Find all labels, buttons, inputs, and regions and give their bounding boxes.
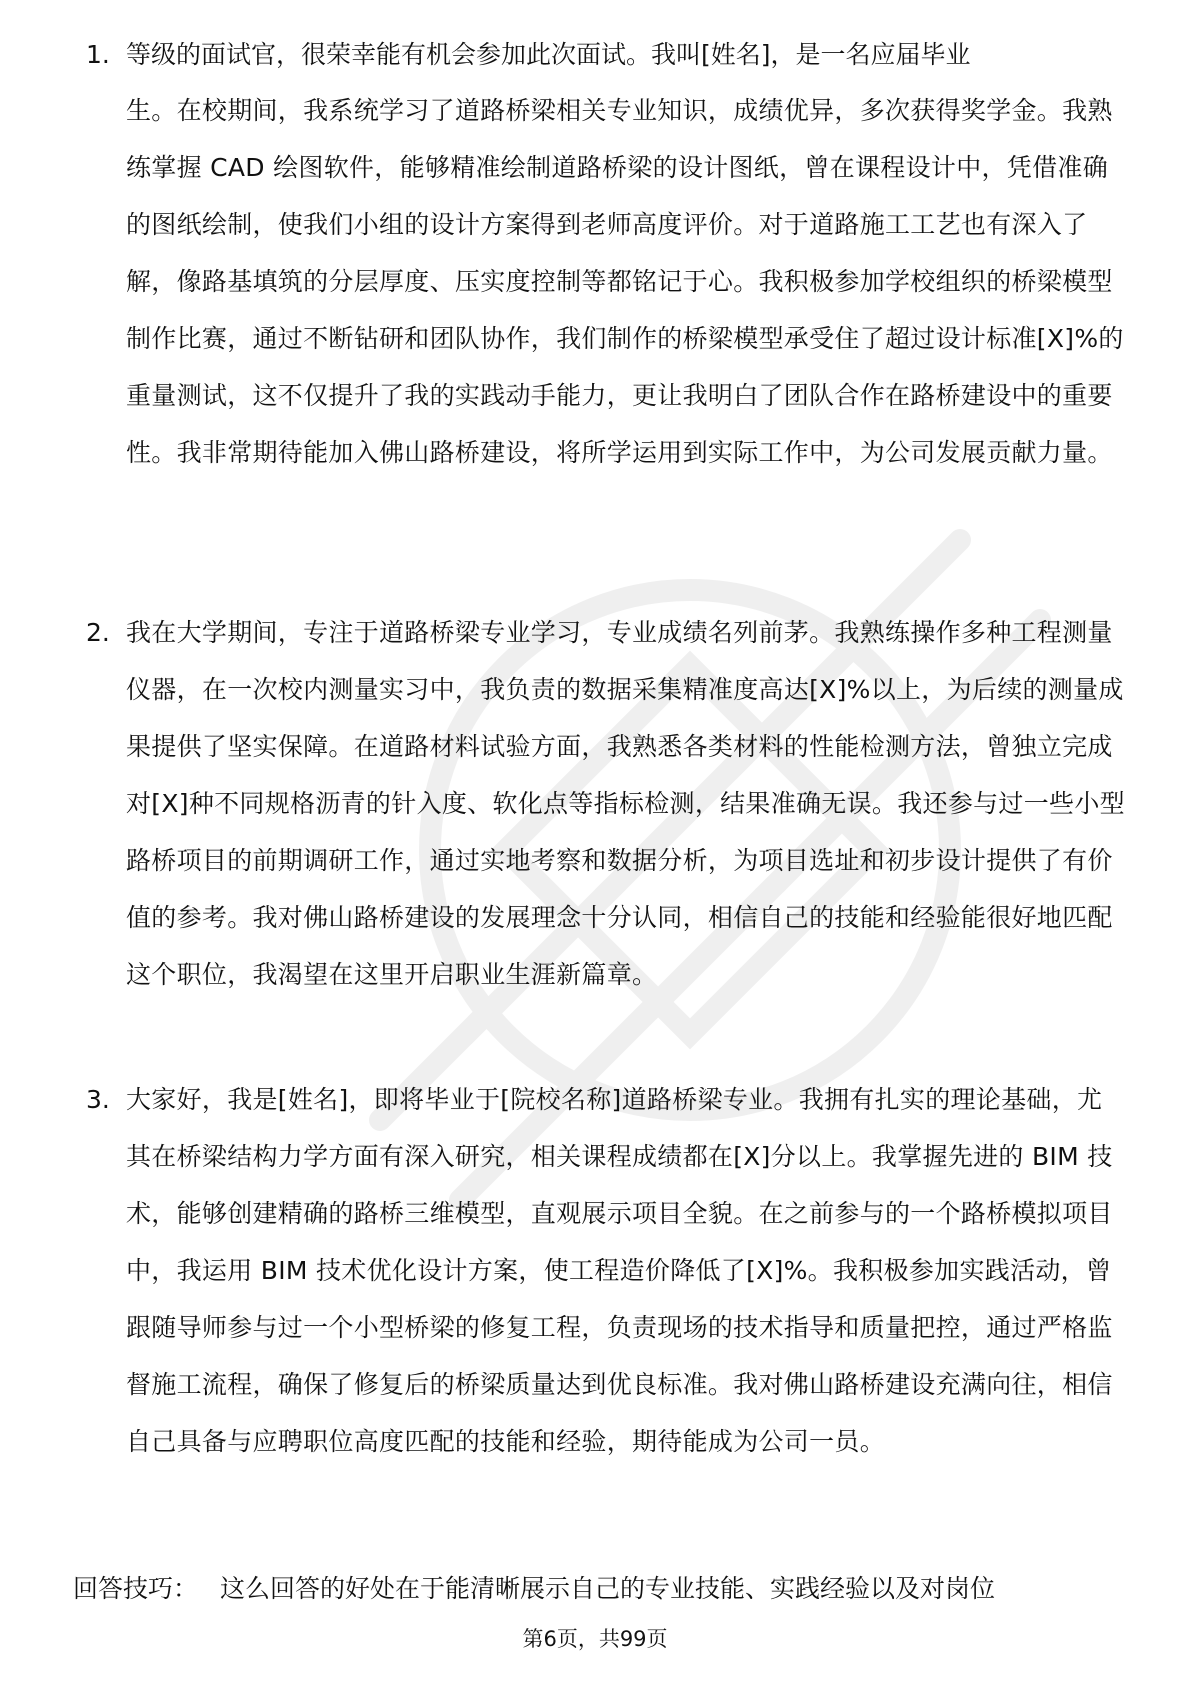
tips-text: 这么回答的好处在于能清晰展示自己的专业技能、实践经验以及对岗位 <box>220 1574 996 1603</box>
clipped-top-line <box>86 40 971 70</box>
list-item <box>86 604 1126 1003</box>
item-text: 生。在校期间，我系统学习了道路桥梁相关专业知识，成绩优异，多次获得奖学金。我熟练掌握 CAD 绘图软件，能够精准绘制道路桥梁的设计图纸，曾在课程设计中，凭借准确的图纸绘制，使我们小组的设计方案得到老师高度评价。对于道路施工工艺也有深入了解，像路基填筑的分层厚度、压实度控制等都铭记于心。我积极参加学校组织的桥梁模型制作比赛，通过不断钻研和团队协作，我们制作的桥梁模型承受住了超过设计标准[X]%的重量测试，这不仅提升了我的实践动手能力，更让我明白了团队合作在路桥建设中的重要性。我非常期待能加入佛山路桥建设，将所学运用到实际工作中，为公司发展贡献力量。 <box>126 96 1124 467</box>
item-number: 3. <box>86 1085 110 1114</box>
clipped-line-text: 等级的面试官，很荣幸能有机会参加此次面试。我叫[姓名]，是一名应届毕业 <box>126 40 971 69</box>
item-number: 1. <box>86 40 110 69</box>
item-text: 我在大学期间，专注于道路桥梁专业学习，专业成绩名列前茅。我熟练操作多种工程测量仪器，在一次校内测量实习中，我负责的数据采集精准度高达[X]%以上，为后续的测量成果提供了坚实保障。在道路材料试验方面，我熟悉各类材料的性能检测方法，曾独立完成对[X]种不同规格沥青的针入度、软化点等指标检测，结果准确无误。我还参与过一些小型路桥项目的前期调研工作，通过实地考察和数据分析，为项目选址和初步设计提供了有价值的参考。我对佛山路桥建设的发展理念十分认同，相信自己的技能和经验能很好地匹配这个职位，我渴望在这里开启职业生涯新篇章。 <box>126 618 1125 989</box>
answer-tips <box>73 1569 1133 1609</box>
item-text: 大家好，我是[姓名]，即将毕业于[院校名称]道路桥梁专业。我拥有扎实的理论基础，尤其在桥梁结构力学方面有深入研究，相关课程成绩都在[X]分以上。我掌握先进的 BIM 技术，能够创建精确的路桥三维模型，直观展示项目全貌。在之前参与的一个路桥模拟项目中，我运用 BIM 技术优化设计方案，使工程造价降低了[X]%。我积极参加实践活动，曾跟随导师参与过一个小型桥梁的修复工程，负责现场的技术指导和质量把控，通过严格监督施工流程，确保了修复后的桥梁质量达到优良标准。我对佛山路桥建设充满向往，相信自己具备与应聘职位高度匹配的技能和经验，期待能成为公司一员。 <box>126 1085 1113 1456</box>
item-number: 2. <box>86 618 110 647</box>
page-footer: 第6页，共99页 <box>522 1627 668 1651</box>
tips-label: 回答技巧： <box>73 1574 199 1603</box>
list-item <box>86 82 1126 481</box>
list-item <box>86 1071 1126 1470</box>
